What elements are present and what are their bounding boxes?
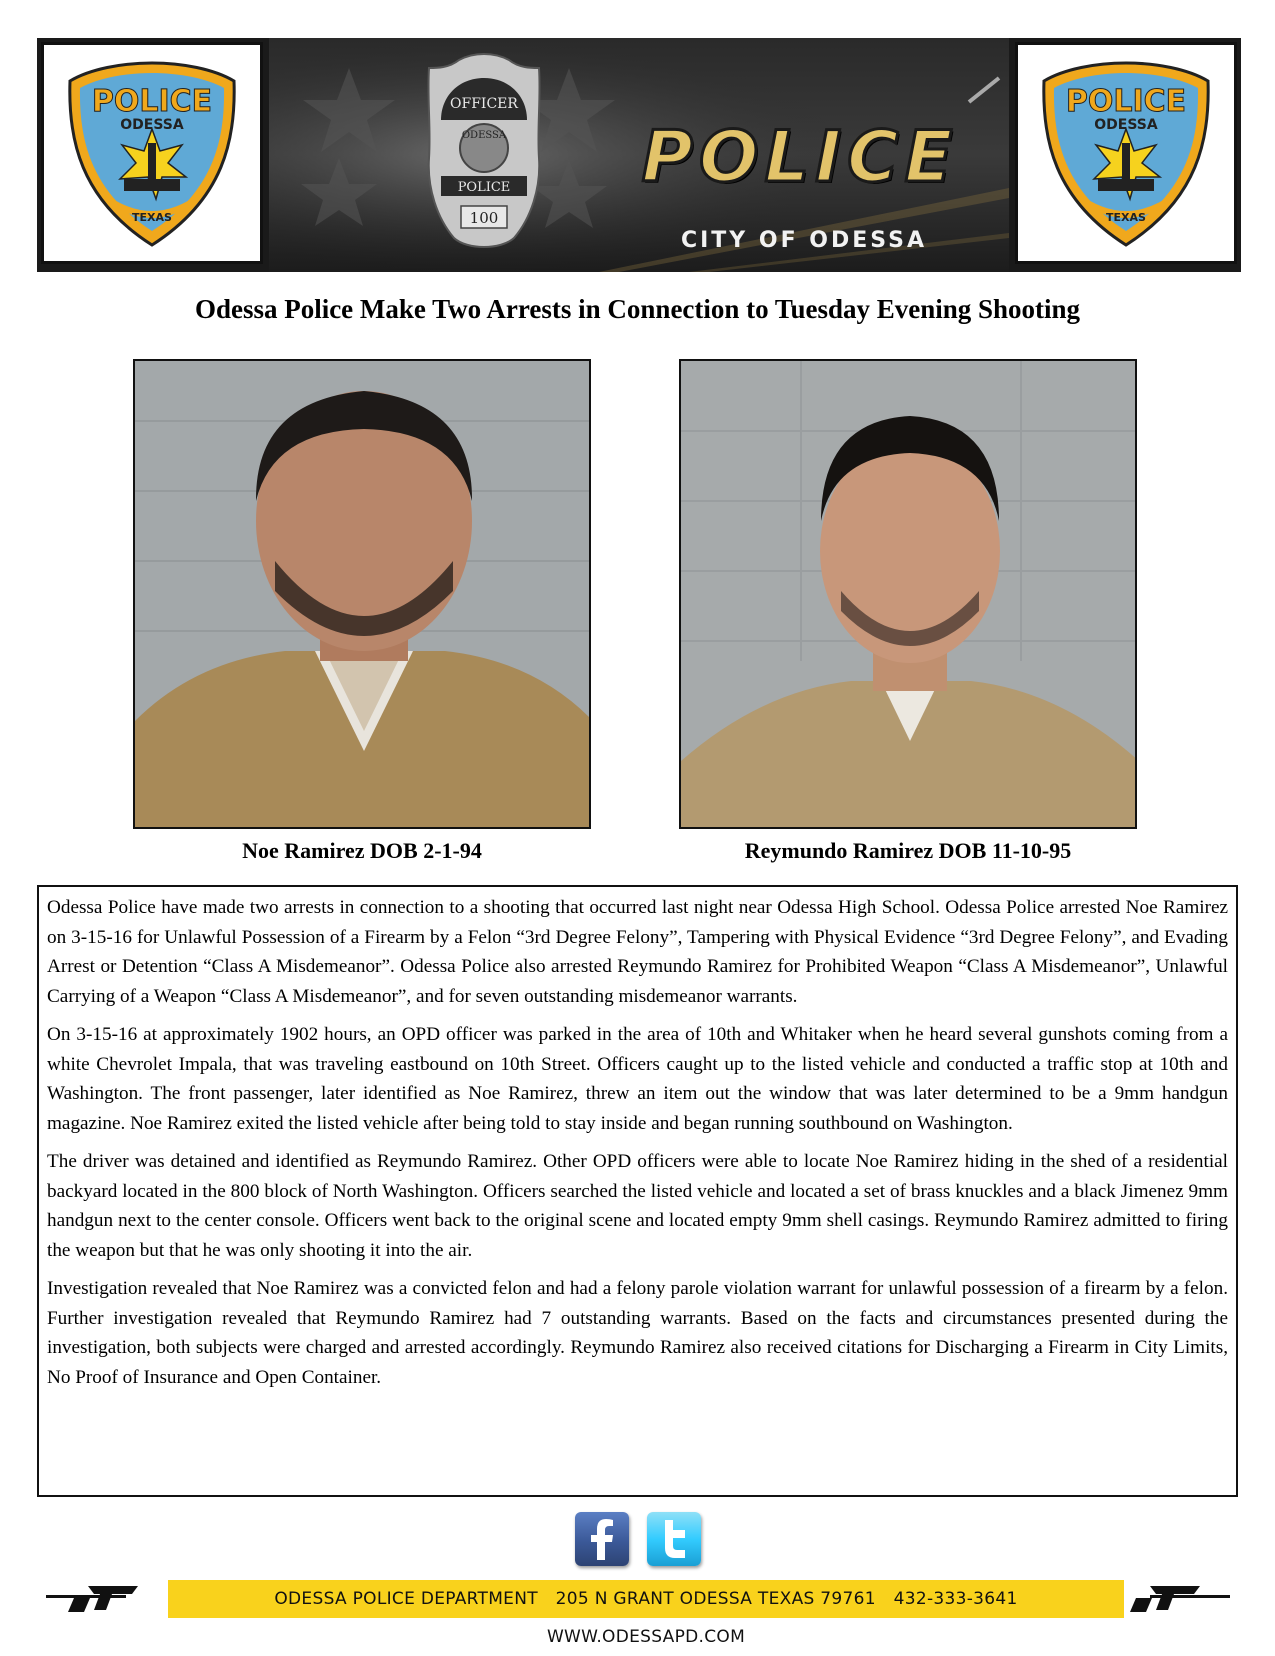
svg-text:OFFICER: OFFICER [450,96,518,112]
svg-text:ODESSA: ODESSA [1094,117,1158,133]
patch-frame-left [41,42,263,264]
header-banner [37,38,1241,272]
person-photo-icon [681,361,1137,829]
svg-text:ODESSA: ODESSA [120,117,184,133]
footer-department: ODESSA POLICE DEPARTMENT [274,1589,538,1609]
officer-badge-icon [428,54,539,247]
body-paragraph: Investigation revealed that Noe Ramirez was a convicted felon and had a felony parole violation warrant for unlawful possession of a firearm by a felon. Further investigation revealed that Reymundo Ramirez had 7 outstanding warrants. Based on the facts and circumstances presented during the investigation, both subjects were charged and arrested accordingly. Reymundo Ramirez also received citations for Discharging a Firearm in City Limits, No Proof of Insurance and Open Container. [47,1278,1228,1388]
opd-logo-mark-icon [1128,1580,1208,1618]
police-patch-icon [64,59,240,249]
opd-logo-mark-icon [66,1580,146,1618]
patch-frame-right [1015,42,1237,264]
person-photo-icon [135,361,591,829]
svg-text:TEXAS: TEXAS [1106,211,1146,224]
svg-text:100: 100 [469,209,499,227]
svg-text:POLICE: POLICE [91,84,213,119]
body-paragraph: On 3-15-16 at approximately 1902 hours, an OPD officer was parked in the area of 10th and Whitaker when he heard several gunshots coming from a white Chevrolet Impala, that was traveling eastbound on 10th Street. Officers caught up to the listed vehicle and conducted a traffic stop at 10th and Washington. The front passenger, later identified as Noe Ramirez, threw an item out the window that was later determined to be a 9mm handgun magazine. Noe Ramirez exited the listed vehicle after being told to stay inside and began running southbound on Washington. [47,1024,1228,1134]
body-paragraph: The driver was detained and identified as Reymundo Ramirez. Other OPD officers were able to locate Noe Ramirez hiding in the shed of a residential backyard located in the 800 block of North Washington. Officers searched the listed vehicle and located a set of brass knuckles and a black Jimenez 9mm handgun next to the center console. Officers went back to the original scene and located empty 9mm shell casings. Reymundo Ramirez admitted to firing the weapon but that he was only shooting it into the air. [47,1151,1228,1261]
footer-address: 205 N GRANT ODESSA TEXAS 79761 [555,1589,876,1609]
city-name: CITY OF ODESSA [680,228,928,253]
caption-reymundo: Reymundo Ramirez DOB 11-10-95 [744,838,1072,863]
twitter-icon[interactable] [647,1512,701,1566]
suspect-photo-noe [133,359,591,829]
facebook-icon[interactable] [575,1512,629,1566]
police-patch-icon [1038,59,1214,249]
svg-text:POLICE: POLICE [1065,84,1187,119]
caption-noe: Noe Ramirez DOB 2-1-94 [242,838,482,863]
footer-phone[interactable]: 432-333-3641 [893,1589,1018,1609]
police-wordmark: POLICE [641,116,959,198]
press-release-body [37,885,1238,1497]
svg-text:TEXAS: TEXAS [132,211,172,224]
svg-text:POLICE: POLICE [457,180,511,195]
body-paragraph: Odessa Police have made two arrests in connection to a shooting that occurred last night near Odessa High School. Odessa Police arrested Noe Ramirez on 3-15-16 for Unlawful Possession of a Firearm by a Felon “3rd Degree Felony”, Tampering with Physical Evidence “3rd Degree Felony”, and Evading Arrest or Detention “Class A Misdemeanor”. Odessa Police also arrested Reymundo Ramirez for Prohibited Weapon “Class A Misdemeanor”, Unlawful Carrying of a Weapon “Class A Misdemeanor”, and for seven outstanding misdemeanor warrants. [47,897,1228,1007]
headline: Odessa Police Make Two Arrests in Connection to Tuesday Evening Shooting [194,294,1081,324]
banner-graphic [269,38,1009,272]
svg-text:ODESSA: ODESSA [461,130,507,141]
footer-website[interactable]: WWW.ODESSAPD.COM [546,1627,746,1647]
footer-contact-bar [168,1580,1124,1647]
suspect-photo-reymundo [679,359,1137,829]
